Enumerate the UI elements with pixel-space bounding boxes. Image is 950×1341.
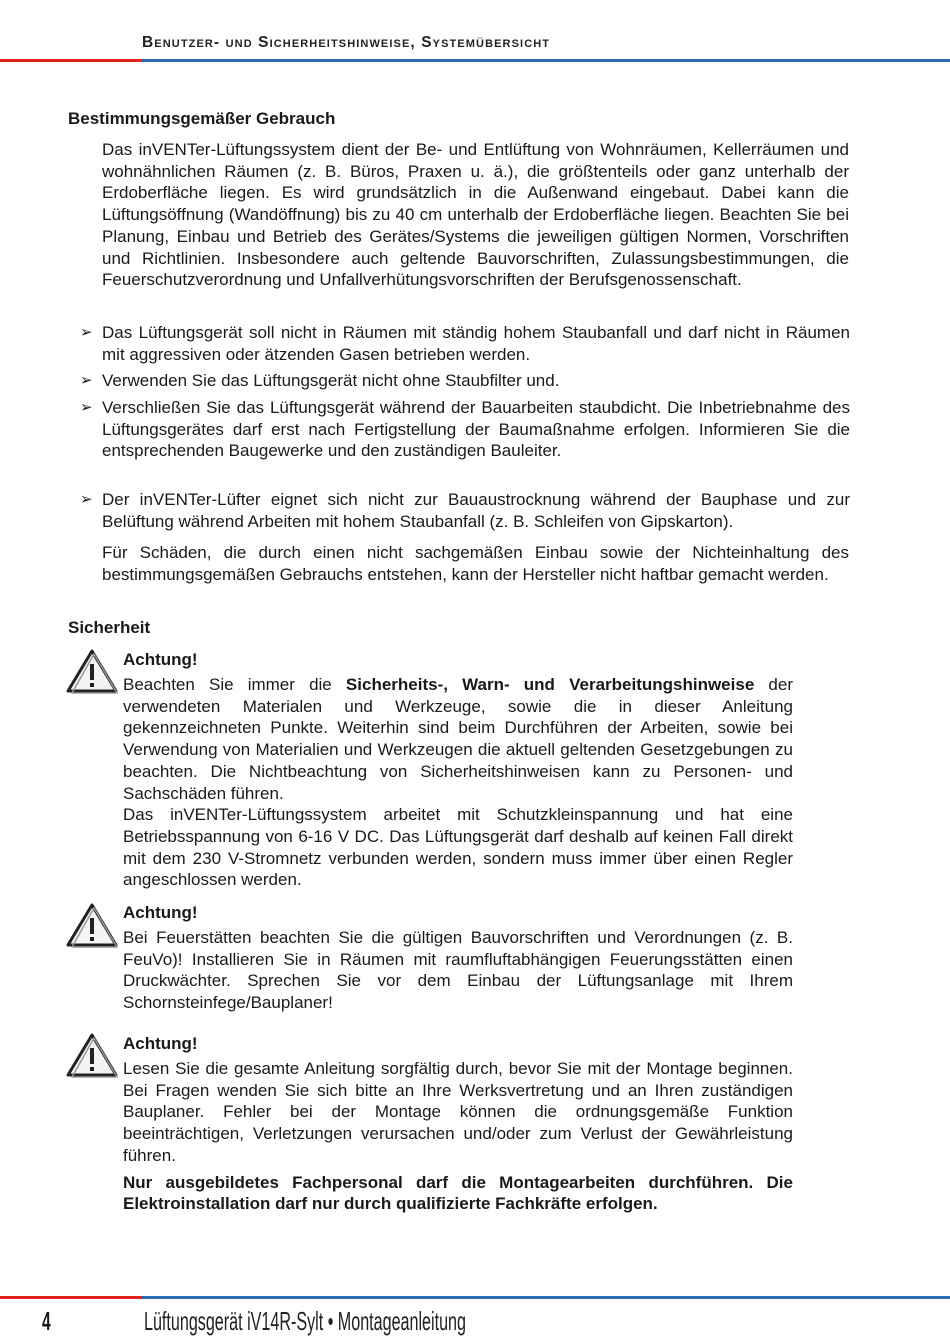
warning-triangle-icon — [66, 1032, 118, 1078]
header-rule-blue — [142, 59, 950, 62]
arrow-bullet-icon: ➢ — [80, 399, 93, 416]
bullet-text: Das Lüftungsgerät soll nicht in Räumen mit ständig hohem Staubanfall und darf nicht in Räumen mit aggressiven oder ätzenden Gasen betrieben werden. — [102, 323, 850, 364]
warning-paragraph: Das inVENTer-Lüftungssystem arbeitet mit Schutzkleinspannung und hat eine Betriebsspannung von 6-16 V DC. Das Lüftungsgerät darf deshalb auf keinen Fall direkt mit dem 230 V-Stromnetz verbunden werden, sondern muss immer über einen Regler angeschlossen werden. — [123, 805, 793, 890]
footer-title: Lüftungsgerät iV14R-Sylt • Montageanleitung — [144, 1306, 466, 1336]
liability-text: Für Schäden, die durch einen nicht sachgemäßen Einbau sowie der Nichteinhaltung des bestimmungsgemäßen Gebrauchs entstehen, kann der Hersteller nicht haftbar gemacht werden. — [102, 543, 849, 584]
footer-rule-blue — [142, 1296, 950, 1299]
intended-use-paragraph — [102, 139, 849, 291]
warning-triangle-icon — [66, 648, 118, 694]
warning-text — [123, 674, 793, 891]
arrow-bullet-icon: ➢ — [80, 324, 93, 341]
header-title: Benutzer- und Sicherheitshinweise, Systemübersicht — [142, 34, 551, 51]
warning-paragraph: Bei Feuerstätten beachten Sie die gültigen Bauvorschriften und Verordnungen (z. B. FeuVo)! Installieren Sie in Räumen mit raumfluftabhängigen Feuerungsstätten einen Druckwächter. Sprechen Sie vor dem Einbau der Lüftungsanlage mit Ihrem Schornsteinfege/Bauplaner! — [123, 928, 793, 1013]
warning-text-part: Beachten Sie immer die — [123, 675, 346, 694]
arrow-bullet-icon: ➢ — [80, 491, 93, 508]
page-number: 4 — [42, 1306, 51, 1336]
warning-paragraph: Lesen Sie die gesamte Anleitung sorgfältig durch, bevor Sie mit der Montage beginnen. Bei Fragen wenden Sie sich bitte an Ihre Werksvertretung und an Ihren zuständigen Bauplaner. Fehler bei der Montage können die ordnungsgemäße Funktion beeinträchtigen, Verletzungen verursachen und/oder zum Verlust der Gewährleistung führen. — [123, 1059, 793, 1165]
warning-text-bold: Sicherheits-, Warn- und Verarbeitungshinweise — [345, 675, 755, 694]
section-heading-intended-use: Bestimmungsgemäßer Gebrauch — [68, 109, 336, 128]
bullet-text: Verwenden Sie das Lüftungsgerät nicht ohne Staubfilter und. — [102, 371, 560, 390]
warning-text-part: der verwendeten Materialen und Werkzeuge, sowie die in dieser Anleitung gekennzeichneten Punkte. Weiterhin sind beim Durchführen der Arbeiten, sowie bei Verwendung von Materialien und Werkzeugen die aktuell geltenden Gesetzgebungen zu beachten. Die Nichtbeachtung von Sicherheitshinweisen kann zu Personen- und Sachschäden führen. — [123, 675, 794, 803]
qualified-personnel-notice: Nur ausgebildetes Fachpersonal darf die Montagearbeiten durchführen. Die Elektroinstallation darf nur durch qualifizierte Fachkräfte erfolgen. — [123, 1172, 793, 1214]
warning-title: Achtung! — [123, 903, 198, 922]
bullet-text: Verschließen Sie das Lüftungsgerät während der Bauarbeiten staubdicht. Die Inbetriebnahme des Lüftungsgerätes darf erst nach Fertigstellung der Baumaßnahme erfolgen. Informieren Sie die entsprechenden Baugewerke und den zuständigen Bauleiter. — [102, 398, 850, 461]
warning-title: Achtung! — [123, 650, 198, 669]
warning-title: Achtung! — [123, 1034, 198, 1053]
intended-use-text: Das inVENTer-Lüftungssystem dient der Be- und Entlüftung von Wohnräumen, Kellerräumen und wohnähnlichen Räumen (z. B. Büros, Praxen u. ä.), die größtenteils oder ganz unterhalb der Erdoberfläche liegen. Es wird grundsätzlich in die Außenwand eingebaut. Dabei kann die Lüftungsöffnung (Wandöffnung) bis zu 40 cm unterhalb der Erdoberfläche liegen. Beachten Sie bei Planung, Einbau und Betrieb des Gerätes/Systems die jeweiligen gültigen Normen, Vorschriften und Richtlinien. Insbesondere auch geltende Bauvorschriften, Zulassungsbestimmungen, die Feuerschutzverordnung und Unfallverhütungsvorschriften der Berufsgenossenschaft. — [102, 140, 849, 290]
footer-rule-red — [0, 1296, 142, 1299]
warning-paragraph — [123, 674, 793, 804]
bullet-text: Der inVENTer-Lüfter eignet sich nicht zur Bauaustrocknung während der Bauphase und zur Belüftung während Arbeiten mit hohem Staubanfall (z. B. Schleifen von Gipskarton). — [102, 490, 850, 531]
warning-text — [123, 927, 793, 1014]
header-rule-red — [0, 59, 142, 62]
section-heading-safety: Sicherheit — [68, 618, 151, 637]
warning-text — [123, 1058, 793, 1215]
warning-triangle-icon — [66, 902, 118, 948]
arrow-bullet-icon: ➢ — [80, 372, 93, 389]
liability-paragraph — [102, 542, 849, 585]
